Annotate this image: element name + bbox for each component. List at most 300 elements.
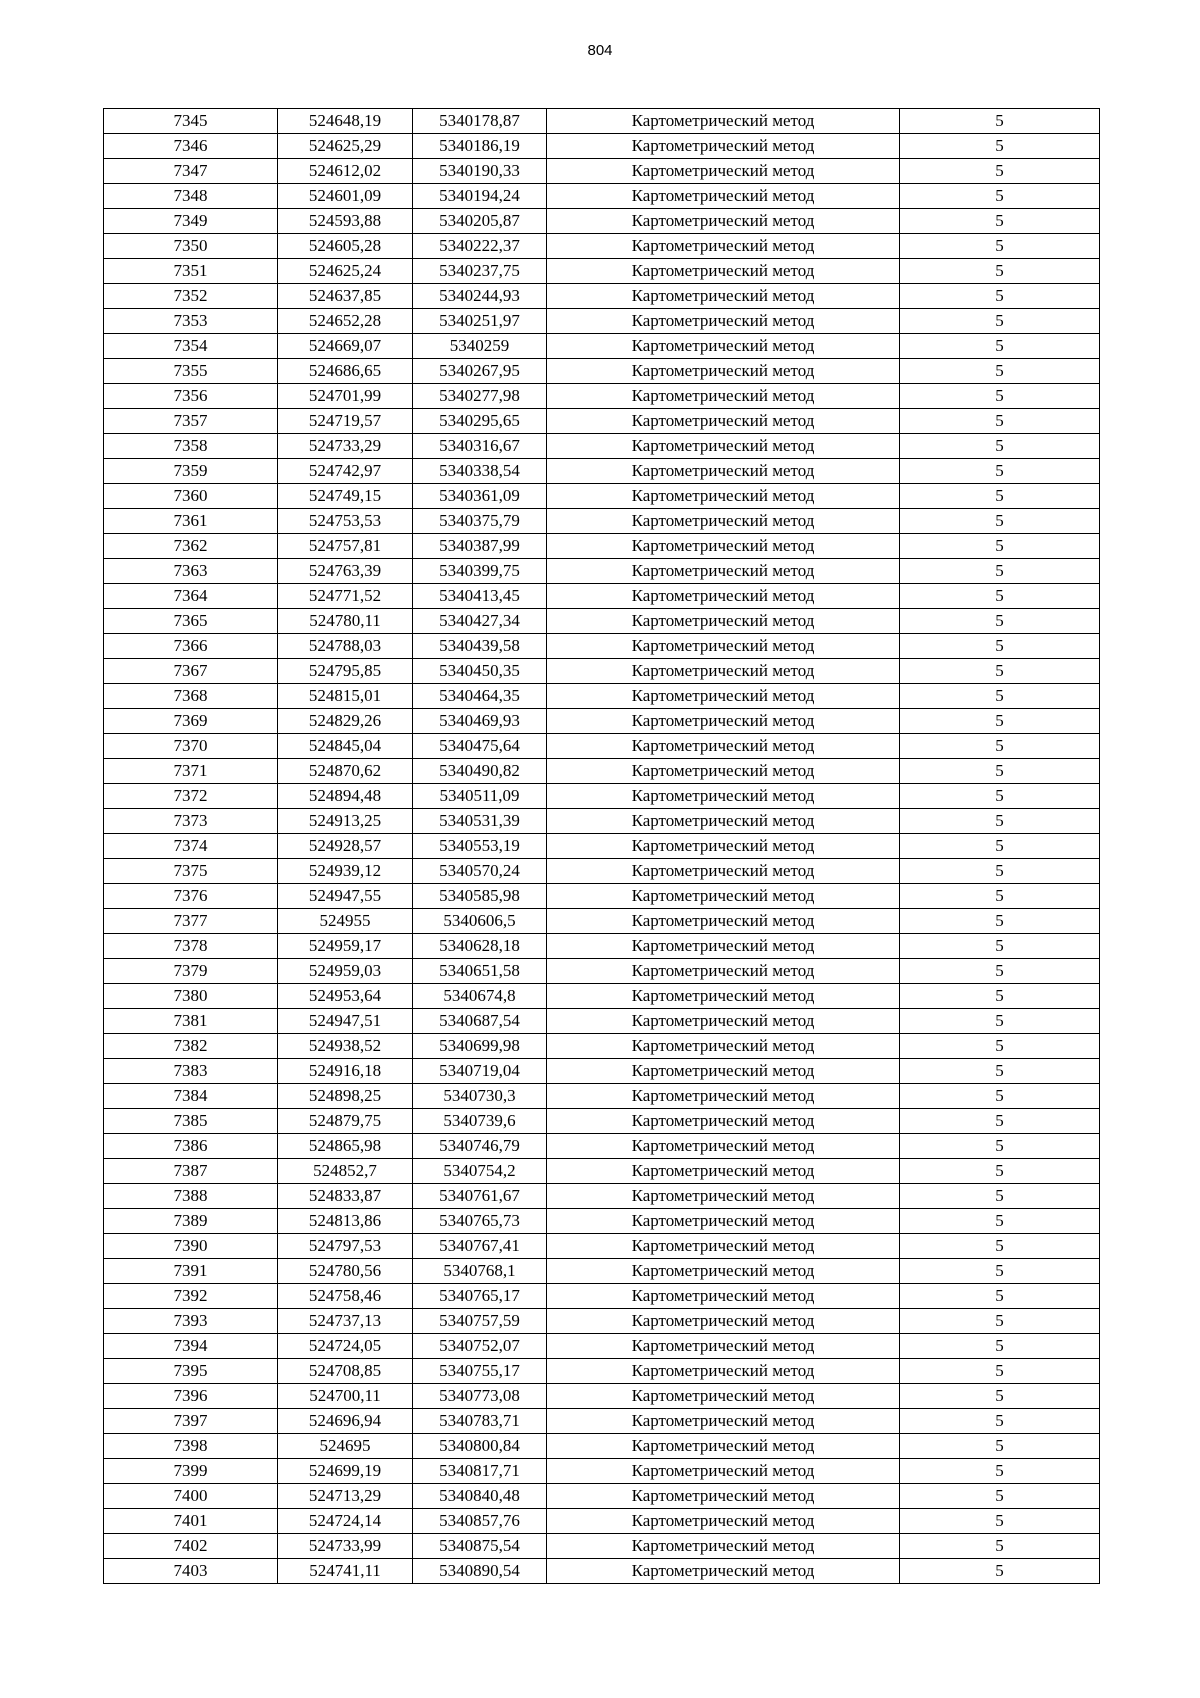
accuracy-cell: 5 — [900, 934, 1100, 959]
table-row — [104, 1259, 1100, 1284]
method-cell: Картометрический метод — [547, 159, 900, 184]
y-coordinate-cell: 5340295,65 — [413, 409, 547, 434]
method-cell: Картометрический метод — [547, 134, 900, 159]
x-coordinate-cell: 524870,62 — [278, 759, 413, 784]
accuracy-cell: 5 — [900, 259, 1100, 284]
method-cell: Картометрический метод — [547, 659, 900, 684]
y-coordinate-cell: 5340768,1 — [413, 1259, 547, 1284]
y-coordinate-cell: 5340222,37 — [413, 234, 547, 259]
method-cell: Картометрический метод — [547, 534, 900, 559]
point-number-cell: 7395 — [104, 1359, 278, 1384]
x-coordinate-cell: 524648,19 — [278, 109, 413, 134]
method-cell: Картометрический метод — [547, 1534, 900, 1559]
table-row — [104, 534, 1100, 559]
accuracy-cell: 5 — [900, 509, 1100, 534]
x-coordinate-cell: 524652,28 — [278, 309, 413, 334]
accuracy-cell: 5 — [900, 959, 1100, 984]
point-number-cell: 7373 — [104, 809, 278, 834]
x-coordinate-cell: 524713,29 — [278, 1484, 413, 1509]
point-number-cell: 7374 — [104, 834, 278, 859]
table-row — [104, 684, 1100, 709]
y-coordinate-cell: 5340875,54 — [413, 1534, 547, 1559]
method-cell: Картометрический метод — [547, 934, 900, 959]
x-coordinate-cell: 524953,64 — [278, 984, 413, 1009]
table-row — [104, 309, 1100, 334]
x-coordinate-cell: 524813,86 — [278, 1209, 413, 1234]
accuracy-cell: 5 — [900, 1284, 1100, 1309]
accuracy-cell: 5 — [900, 409, 1100, 434]
method-cell: Картометрический метод — [547, 1159, 900, 1184]
y-coordinate-cell: 5340244,93 — [413, 284, 547, 309]
x-coordinate-cell: 524695 — [278, 1434, 413, 1459]
y-coordinate-cell: 5340205,87 — [413, 209, 547, 234]
method-cell: Картометрический метод — [547, 1509, 900, 1534]
table-row — [104, 1159, 1100, 1184]
point-number-cell: 7370 — [104, 734, 278, 759]
point-number-cell: 7388 — [104, 1184, 278, 1209]
point-number-cell: 7349 — [104, 209, 278, 234]
accuracy-cell: 5 — [900, 134, 1100, 159]
table-row — [104, 1459, 1100, 1484]
accuracy-cell: 5 — [900, 309, 1100, 334]
y-coordinate-cell: 5340413,45 — [413, 584, 547, 609]
accuracy-cell: 5 — [900, 609, 1100, 634]
table-row — [104, 1184, 1100, 1209]
table-row — [104, 859, 1100, 884]
table-row — [104, 709, 1100, 734]
x-coordinate-cell: 524612,02 — [278, 159, 413, 184]
accuracy-cell: 5 — [900, 1234, 1100, 1259]
point-number-cell: 7392 — [104, 1284, 278, 1309]
point-number-cell: 7379 — [104, 959, 278, 984]
y-coordinate-cell: 5340259 — [413, 334, 547, 359]
x-coordinate-cell: 524733,99 — [278, 1534, 413, 1559]
method-cell: Картометрический метод — [547, 634, 900, 659]
x-coordinate-cell: 524708,85 — [278, 1359, 413, 1384]
method-cell: Картометрический метод — [547, 1234, 900, 1259]
accuracy-cell: 5 — [900, 909, 1100, 934]
accuracy-cell: 5 — [900, 484, 1100, 509]
method-cell: Картометрический метод — [547, 434, 900, 459]
x-coordinate-cell: 524749,15 — [278, 484, 413, 509]
accuracy-cell: 5 — [900, 109, 1100, 134]
accuracy-cell: 5 — [900, 234, 1100, 259]
accuracy-cell: 5 — [900, 1259, 1100, 1284]
y-coordinate-cell: 5340754,2 — [413, 1159, 547, 1184]
accuracy-cell: 5 — [900, 384, 1100, 409]
point-number-cell: 7367 — [104, 659, 278, 684]
point-number-cell: 7375 — [104, 859, 278, 884]
accuracy-cell: 5 — [900, 1084, 1100, 1109]
x-coordinate-cell: 524938,52 — [278, 1034, 413, 1059]
table-row — [104, 834, 1100, 859]
table-row — [104, 484, 1100, 509]
point-number-cell: 7383 — [104, 1059, 278, 1084]
table-row — [104, 634, 1100, 659]
x-coordinate-cell: 524959,17 — [278, 934, 413, 959]
y-coordinate-cell: 5340490,82 — [413, 759, 547, 784]
y-coordinate-cell: 5340178,87 — [413, 109, 547, 134]
accuracy-cell: 5 — [900, 584, 1100, 609]
y-coordinate-cell: 5340752,07 — [413, 1334, 547, 1359]
y-coordinate-cell: 5340606,5 — [413, 909, 547, 934]
x-coordinate-cell: 524845,04 — [278, 734, 413, 759]
x-coordinate-cell: 524757,81 — [278, 534, 413, 559]
table-row — [104, 559, 1100, 584]
y-coordinate-cell: 5340585,98 — [413, 884, 547, 909]
point-number-cell: 7353 — [104, 309, 278, 334]
y-coordinate-cell: 5340361,09 — [413, 484, 547, 509]
table-row — [104, 384, 1100, 409]
method-cell: Картометрический метод — [547, 1109, 900, 1134]
x-coordinate-cell: 524780,11 — [278, 609, 413, 634]
y-coordinate-cell: 5340840,48 — [413, 1484, 547, 1509]
table-row — [104, 1234, 1100, 1259]
accuracy-cell: 5 — [900, 1509, 1100, 1534]
point-number-cell: 7389 — [104, 1209, 278, 1234]
y-coordinate-cell: 5340687,54 — [413, 1009, 547, 1034]
method-cell: Картометрический метод — [547, 684, 900, 709]
table-body — [104, 109, 1100, 1584]
x-coordinate-cell: 524852,7 — [278, 1159, 413, 1184]
table-row — [104, 1509, 1100, 1534]
y-coordinate-cell: 5340553,19 — [413, 834, 547, 859]
y-coordinate-cell: 5340765,17 — [413, 1284, 547, 1309]
y-coordinate-cell: 5340755,17 — [413, 1359, 547, 1384]
point-number-cell: 7352 — [104, 284, 278, 309]
method-cell: Картометрический метод — [547, 1084, 900, 1109]
y-coordinate-cell: 5340773,08 — [413, 1384, 547, 1409]
y-coordinate-cell: 5340719,04 — [413, 1059, 547, 1084]
y-coordinate-cell: 5340739,6 — [413, 1109, 547, 1134]
method-cell: Картометрический метод — [547, 909, 900, 934]
x-coordinate-cell: 524771,52 — [278, 584, 413, 609]
point-number-cell: 7361 — [104, 509, 278, 534]
point-number-cell: 7346 — [104, 134, 278, 159]
x-coordinate-cell: 524742,97 — [278, 459, 413, 484]
accuracy-cell: 5 — [900, 859, 1100, 884]
y-coordinate-cell: 5340469,93 — [413, 709, 547, 734]
x-coordinate-cell: 524894,48 — [278, 784, 413, 809]
method-cell: Картометрический метод — [547, 1209, 900, 1234]
x-coordinate-cell: 524701,99 — [278, 384, 413, 409]
point-number-cell: 7396 — [104, 1384, 278, 1409]
point-number-cell: 7354 — [104, 334, 278, 359]
method-cell: Картометрический метод — [547, 734, 900, 759]
table-row — [104, 1484, 1100, 1509]
point-number-cell: 7360 — [104, 484, 278, 509]
method-cell: Картометрический метод — [547, 1184, 900, 1209]
table-row — [104, 434, 1100, 459]
point-number-cell: 7358 — [104, 434, 278, 459]
accuracy-cell: 5 — [900, 284, 1100, 309]
y-coordinate-cell: 5340251,97 — [413, 309, 547, 334]
x-coordinate-cell: 524724,05 — [278, 1334, 413, 1359]
y-coordinate-cell: 5340511,09 — [413, 784, 547, 809]
method-cell: Картометрический метод — [547, 1059, 900, 1084]
accuracy-cell: 5 — [900, 984, 1100, 1009]
method-cell: Картометрический метод — [547, 109, 900, 134]
point-number-cell: 7381 — [104, 1009, 278, 1034]
point-number-cell: 7362 — [104, 534, 278, 559]
table-row — [104, 1534, 1100, 1559]
point-number-cell: 7359 — [104, 459, 278, 484]
x-coordinate-cell: 524947,55 — [278, 884, 413, 909]
y-coordinate-cell: 5340857,76 — [413, 1509, 547, 1534]
method-cell: Картометрический метод — [547, 359, 900, 384]
x-coordinate-cell: 524699,19 — [278, 1459, 413, 1484]
accuracy-cell: 5 — [900, 1559, 1100, 1584]
y-coordinate-cell: 5340674,8 — [413, 984, 547, 1009]
table-row — [104, 1059, 1100, 1084]
accuracy-cell: 5 — [900, 759, 1100, 784]
accuracy-cell: 5 — [900, 1359, 1100, 1384]
y-coordinate-cell: 5340399,75 — [413, 559, 547, 584]
x-coordinate-cell: 524737,13 — [278, 1309, 413, 1334]
y-coordinate-cell: 5340475,64 — [413, 734, 547, 759]
table-row — [104, 334, 1100, 359]
y-coordinate-cell: 5340316,67 — [413, 434, 547, 459]
point-number-cell: 7391 — [104, 1259, 278, 1284]
point-number-cell: 7377 — [104, 909, 278, 934]
table-row — [104, 134, 1100, 159]
point-number-cell: 7400 — [104, 1484, 278, 1509]
method-cell: Картометрический метод — [547, 1484, 900, 1509]
y-coordinate-cell: 5340628,18 — [413, 934, 547, 959]
point-number-cell: 7386 — [104, 1134, 278, 1159]
method-cell: Картометрический метод — [547, 809, 900, 834]
table-row — [104, 409, 1100, 434]
table-row — [104, 209, 1100, 234]
x-coordinate-cell: 524788,03 — [278, 634, 413, 659]
accuracy-cell: 5 — [900, 884, 1100, 909]
point-number-cell: 7364 — [104, 584, 278, 609]
x-coordinate-cell: 524741,11 — [278, 1559, 413, 1584]
accuracy-cell: 5 — [900, 1134, 1100, 1159]
y-coordinate-cell: 5340186,19 — [413, 134, 547, 159]
accuracy-cell: 5 — [900, 1534, 1100, 1559]
y-coordinate-cell: 5340800,84 — [413, 1434, 547, 1459]
table-row — [104, 1559, 1100, 1584]
method-cell: Картометрический метод — [547, 1359, 900, 1384]
method-cell: Картометрический метод — [547, 1009, 900, 1034]
x-coordinate-cell: 524913,25 — [278, 809, 413, 834]
accuracy-cell: 5 — [900, 784, 1100, 809]
accuracy-cell: 5 — [900, 659, 1100, 684]
table-row — [104, 284, 1100, 309]
table-row — [104, 1209, 1100, 1234]
coordinates-table — [103, 108, 1100, 1584]
method-cell: Картометрический метод — [547, 334, 900, 359]
point-number-cell: 7384 — [104, 1084, 278, 1109]
y-coordinate-cell: 5340387,99 — [413, 534, 547, 559]
point-number-cell: 7357 — [104, 409, 278, 434]
y-coordinate-cell: 5340757,59 — [413, 1309, 547, 1334]
table-row — [104, 359, 1100, 384]
x-coordinate-cell: 524939,12 — [278, 859, 413, 884]
point-number-cell: 7380 — [104, 984, 278, 1009]
table-row — [104, 1409, 1100, 1434]
method-cell: Картометрический метод — [547, 1034, 900, 1059]
accuracy-cell: 5 — [900, 334, 1100, 359]
table-row — [104, 184, 1100, 209]
table-row — [104, 1284, 1100, 1309]
point-number-cell: 7347 — [104, 159, 278, 184]
point-number-cell: 7365 — [104, 609, 278, 634]
method-cell: Картометрический метод — [547, 559, 900, 584]
point-number-cell: 7398 — [104, 1434, 278, 1459]
point-number-cell: 7387 — [104, 1159, 278, 1184]
x-coordinate-cell: 524959,03 — [278, 959, 413, 984]
x-coordinate-cell: 524797,53 — [278, 1234, 413, 1259]
point-number-cell: 7401 — [104, 1509, 278, 1534]
accuracy-cell: 5 — [900, 684, 1100, 709]
x-coordinate-cell: 524669,07 — [278, 334, 413, 359]
x-coordinate-cell: 524625,29 — [278, 134, 413, 159]
point-number-cell: 7345 — [104, 109, 278, 134]
x-coordinate-cell: 524593,88 — [278, 209, 413, 234]
y-coordinate-cell: 5340267,95 — [413, 359, 547, 384]
accuracy-cell: 5 — [900, 1459, 1100, 1484]
method-cell: Картометрический метод — [547, 1559, 900, 1584]
table-row — [104, 234, 1100, 259]
method-cell: Картометрический метод — [547, 759, 900, 784]
method-cell: Картометрический метод — [547, 1434, 900, 1459]
method-cell: Картометрический метод — [547, 184, 900, 209]
y-coordinate-cell: 5340464,35 — [413, 684, 547, 709]
accuracy-cell: 5 — [900, 1484, 1100, 1509]
point-number-cell: 7351 — [104, 259, 278, 284]
y-coordinate-cell: 5340746,79 — [413, 1134, 547, 1159]
table-row — [104, 459, 1100, 484]
table-row — [104, 1134, 1100, 1159]
accuracy-cell: 5 — [900, 709, 1100, 734]
method-cell: Картометрический метод — [547, 859, 900, 884]
point-number-cell: 7397 — [104, 1409, 278, 1434]
x-coordinate-cell: 524637,85 — [278, 284, 413, 309]
accuracy-cell: 5 — [900, 359, 1100, 384]
table-row — [104, 1434, 1100, 1459]
x-coordinate-cell: 524696,94 — [278, 1409, 413, 1434]
table-row — [104, 734, 1100, 759]
x-coordinate-cell: 524758,46 — [278, 1284, 413, 1309]
point-number-cell: 7378 — [104, 934, 278, 959]
method-cell: Картометрический метод — [547, 459, 900, 484]
table-row — [104, 1309, 1100, 1334]
x-coordinate-cell: 524601,09 — [278, 184, 413, 209]
accuracy-cell: 5 — [900, 834, 1100, 859]
accuracy-cell: 5 — [900, 1409, 1100, 1434]
point-number-cell: 7393 — [104, 1309, 278, 1334]
point-number-cell: 7385 — [104, 1109, 278, 1134]
method-cell: Картометрический метод — [547, 1384, 900, 1409]
table-row — [104, 1334, 1100, 1359]
x-coordinate-cell: 524879,75 — [278, 1109, 413, 1134]
y-coordinate-cell: 5340531,39 — [413, 809, 547, 834]
accuracy-cell: 5 — [900, 1109, 1100, 1134]
table-row — [104, 1084, 1100, 1109]
method-cell: Картометрический метод — [547, 384, 900, 409]
x-coordinate-cell: 524763,39 — [278, 559, 413, 584]
point-number-cell: 7366 — [104, 634, 278, 659]
table-row — [104, 784, 1100, 809]
method-cell: Картометрический метод — [547, 234, 900, 259]
table-row — [104, 909, 1100, 934]
accuracy-cell: 5 — [900, 1384, 1100, 1409]
accuracy-cell: 5 — [900, 734, 1100, 759]
y-coordinate-cell: 5340375,79 — [413, 509, 547, 534]
method-cell: Картометрический метод — [547, 1459, 900, 1484]
y-coordinate-cell: 5340730,3 — [413, 1084, 547, 1109]
table-row — [104, 1009, 1100, 1034]
y-coordinate-cell: 5340450,35 — [413, 659, 547, 684]
point-number-cell: 7376 — [104, 884, 278, 909]
table-row — [104, 884, 1100, 909]
table-row — [104, 1109, 1100, 1134]
x-coordinate-cell: 524780,56 — [278, 1259, 413, 1284]
table-row — [104, 959, 1100, 984]
point-number-cell: 7369 — [104, 709, 278, 734]
point-number-cell: 7371 — [104, 759, 278, 784]
method-cell: Картометрический метод — [547, 1284, 900, 1309]
accuracy-cell: 5 — [900, 209, 1100, 234]
accuracy-cell: 5 — [900, 559, 1100, 584]
accuracy-cell: 5 — [900, 184, 1100, 209]
x-coordinate-cell: 524898,25 — [278, 1084, 413, 1109]
x-coordinate-cell: 524719,57 — [278, 409, 413, 434]
x-coordinate-cell: 524928,57 — [278, 834, 413, 859]
point-number-cell: 7382 — [104, 1034, 278, 1059]
method-cell: Картометрический метод — [547, 834, 900, 859]
x-coordinate-cell: 524753,53 — [278, 509, 413, 534]
accuracy-cell: 5 — [900, 1009, 1100, 1034]
x-coordinate-cell: 524724,14 — [278, 1509, 413, 1534]
y-coordinate-cell: 5340237,75 — [413, 259, 547, 284]
point-number-cell: 7403 — [104, 1559, 278, 1584]
method-cell: Картометрический метод — [547, 984, 900, 1009]
accuracy-cell: 5 — [900, 1434, 1100, 1459]
y-coordinate-cell: 5340190,33 — [413, 159, 547, 184]
accuracy-cell: 5 — [900, 634, 1100, 659]
method-cell: Картометрический метод — [547, 509, 900, 534]
x-coordinate-cell: 524916,18 — [278, 1059, 413, 1084]
accuracy-cell: 5 — [900, 459, 1100, 484]
y-coordinate-cell: 5340194,24 — [413, 184, 547, 209]
accuracy-cell: 5 — [900, 1059, 1100, 1084]
x-coordinate-cell: 524795,85 — [278, 659, 413, 684]
accuracy-cell: 5 — [900, 809, 1100, 834]
accuracy-cell: 5 — [900, 1309, 1100, 1334]
y-coordinate-cell: 5340338,54 — [413, 459, 547, 484]
x-coordinate-cell: 524815,01 — [278, 684, 413, 709]
x-coordinate-cell: 524605,28 — [278, 234, 413, 259]
x-coordinate-cell: 524733,29 — [278, 434, 413, 459]
y-coordinate-cell: 5340817,71 — [413, 1459, 547, 1484]
method-cell: Картометрический метод — [547, 1409, 900, 1434]
method-cell: Картометрический метод — [547, 1334, 900, 1359]
point-number-cell: 7399 — [104, 1459, 278, 1484]
method-cell: Картометрический метод — [547, 284, 900, 309]
method-cell: Картометрический метод — [547, 609, 900, 634]
method-cell: Картометрический метод — [547, 484, 900, 509]
table-row — [104, 609, 1100, 634]
page-number: 804 — [587, 42, 613, 59]
point-number-cell: 7402 — [104, 1534, 278, 1559]
table-row — [104, 1034, 1100, 1059]
y-coordinate-cell: 5340699,98 — [413, 1034, 547, 1059]
method-cell: Картометрический метод — [547, 409, 900, 434]
y-coordinate-cell: 5340767,41 — [413, 1234, 547, 1259]
